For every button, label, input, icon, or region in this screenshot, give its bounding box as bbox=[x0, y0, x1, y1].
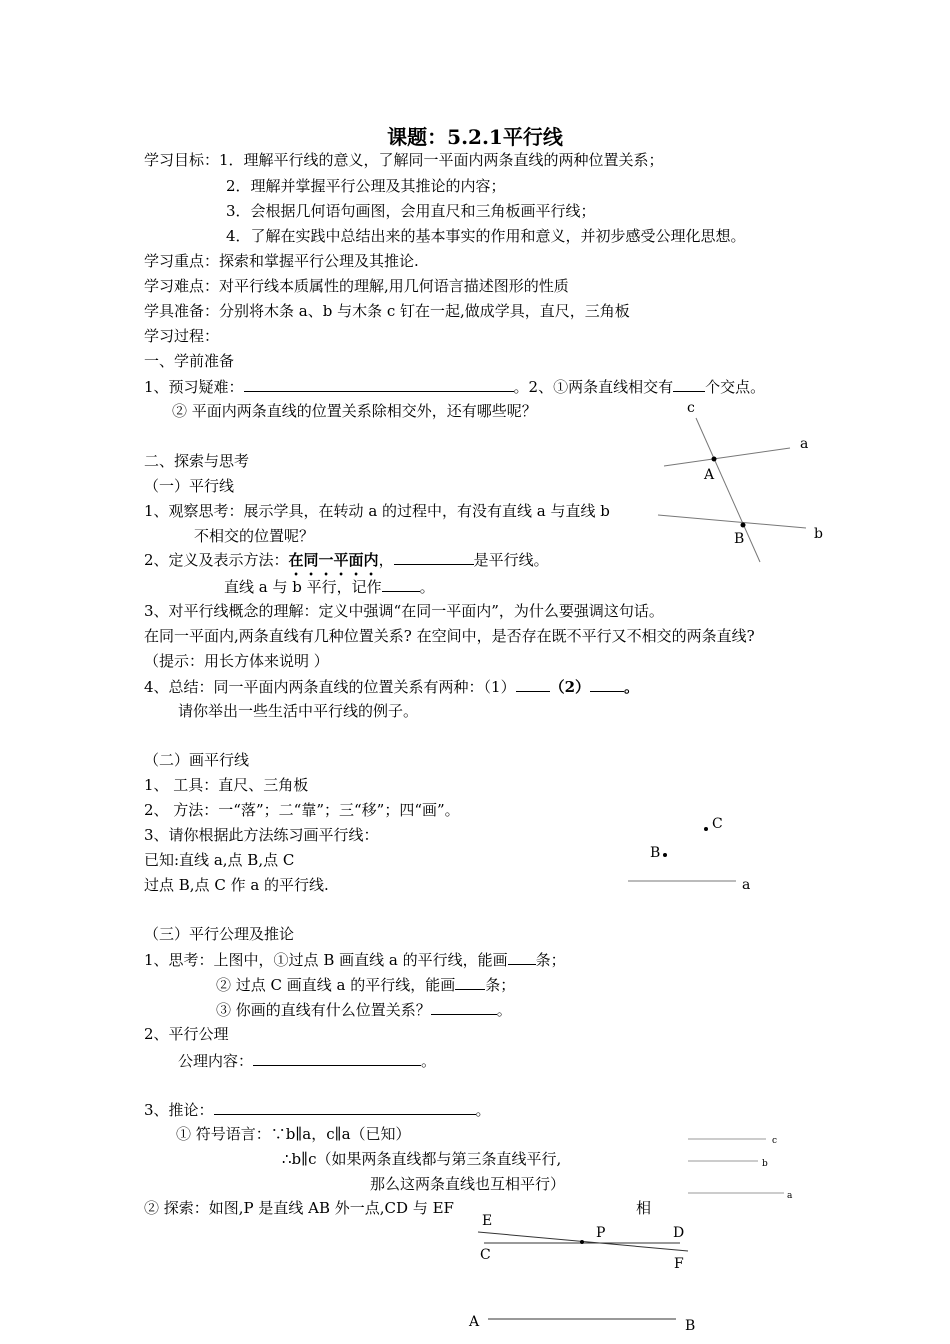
label-B: B bbox=[734, 531, 745, 547]
sec2-heading: 二、探索与思考 bbox=[144, 452, 250, 470]
sec2-q1-line1: 1、观察思考：展示学具，在转动 a 的过程中，有没有直线 a 与直线 b bbox=[144, 502, 610, 520]
process-label: 学习过程： bbox=[144, 327, 220, 345]
line-b bbox=[658, 515, 806, 528]
draw-heading: （二）画平行线 bbox=[144, 751, 250, 769]
figure-intersecting-lines bbox=[658, 418, 809, 562]
draw-l4: 已知:直线 a,点 B,点 C bbox=[144, 851, 295, 869]
label-b: b bbox=[814, 526, 823, 542]
fig4-label-F: F bbox=[674, 1256, 684, 1272]
sec2-q2-line2: 直线 a 与 b 平行，记作 。 bbox=[224, 578, 435, 596]
line-c bbox=[696, 418, 760, 562]
objective-4: 4．了解在实践中总结出来的基本事实的作用和意义，并初步感受公理化思想。 bbox=[226, 227, 746, 245]
label-a: a bbox=[800, 436, 809, 452]
fig3-label-b: b bbox=[762, 1159, 768, 1169]
emphasized-phrase: 在同一平面内 bbox=[288, 551, 379, 569]
sec2-q3-line2: 在同一平面内,两条直线有几种位置关系? 在空间中，是否存在既不平行又不相交的两条直线? bbox=[144, 627, 755, 645]
tools-prep: 学具准备：分别将木条 a、b 与木条 c 钉在一起,做成学具，直尺，三角板 bbox=[144, 302, 630, 320]
draw-l3: 3、请你根据此方法练习画平行线： bbox=[144, 826, 379, 844]
label-c: c bbox=[687, 400, 695, 416]
sec2-sub1: （一）平行线 bbox=[144, 477, 235, 495]
fig4-label-D: D bbox=[673, 1225, 685, 1241]
fig4-label-P: P bbox=[596, 1225, 606, 1241]
objective-2: 2．理解并掌握平行公理及其推论的内容； bbox=[226, 177, 506, 195]
fig4-point-P bbox=[580, 1240, 584, 1244]
sec1-line2: ② 平面内两条直线的位置关系除相交外，还有哪些呢？ bbox=[172, 402, 537, 420]
objective-3: 3．会根据几何语句画图，会用直尺和三角板画平行线； bbox=[226, 202, 596, 220]
sec2-q4-line1: 4、总结：同一平面内两条直线的位置关系有两种：（1） （2） 。 bbox=[144, 678, 640, 696]
fig2-label-a: a bbox=[742, 877, 751, 893]
draw-l2: 2、 方法：一“落”；二“靠”；三“移”；四“画”。 bbox=[144, 801, 460, 819]
corollary: 3、推论： 。 bbox=[144, 1101, 491, 1119]
fig4-label-E: E bbox=[482, 1213, 493, 1229]
label-A: A bbox=[704, 467, 715, 483]
sec1-line1: 1、预习疑难： 。2、①两条直线相交有 个交点。 bbox=[144, 378, 766, 396]
axiom-head: 2、平行公理 bbox=[144, 1025, 229, 1043]
fig3-label-a: a bbox=[787, 1191, 793, 1201]
page-title: 课题：5.2.1平行线 bbox=[387, 125, 563, 149]
sec2-q1-line2: 不相交的位置呢？ bbox=[194, 527, 315, 545]
sec2-q3-hint: （提示：用长方体来说明 ） bbox=[144, 652, 329, 670]
axiom-heading: （三）平行公理及推论 bbox=[144, 925, 295, 943]
fig2-point-B bbox=[663, 853, 667, 857]
key-point: 学习重点：探索和掌握平行公理及其推论. bbox=[144, 252, 419, 270]
objectives-label: 学习目标： bbox=[144, 151, 220, 169]
figure-point-P bbox=[478, 1232, 688, 1319]
sec2-q3: 3、对平行线概念的理解：定义中强调“在同一平面内”，为什么要强调这句话。 bbox=[144, 602, 664, 620]
fig2-label-C: C bbox=[712, 816, 723, 832]
sec2-q4-line2: 请你举出一些生活中平行线的例子。 bbox=[178, 702, 419, 720]
sec2-q2-line1: 2、定义及表示方法：在同一平面内， 是平行线。 bbox=[144, 551, 549, 569]
fig2-point-C bbox=[704, 827, 708, 831]
symbol-line-3: 那么这两条直线也互相平行） bbox=[370, 1175, 566, 1193]
difficulty: 学习难点：对平行线本质属性的理解,用几何语言描述图形的性质 bbox=[144, 277, 569, 295]
figure-parallel-lines bbox=[688, 1139, 784, 1193]
fig4-label-A: A bbox=[469, 1314, 480, 1330]
sec1-heading: 一、学前准备 bbox=[144, 352, 235, 370]
explore-tail: 相 bbox=[636, 1199, 652, 1217]
draw-l5: 过点 B,点 C 作 a 的平行线. bbox=[144, 876, 329, 894]
explore-line: ② 探索：如图,P 是直线 AB 外一点,CD 与 EF bbox=[144, 1199, 454, 1217]
draw-l1: 1、 工具：直尺、三角板 bbox=[144, 776, 309, 794]
fig2-label-B: B bbox=[650, 845, 661, 861]
point-A bbox=[712, 457, 717, 462]
axiom-t2: ② 过点 C 画直线 a 的平行线，能画 条； bbox=[216, 976, 516, 994]
axiom-t1: 1、思考：上图中，①过点 B 画直线 a 的平行线，能画 条； bbox=[144, 951, 566, 969]
fig4-label-C: C bbox=[480, 1247, 491, 1263]
line-a bbox=[664, 448, 790, 466]
objective-1: 1．理解平行线的意义，了解同一平面内两条直线的两种位置关系； bbox=[219, 151, 664, 169]
fig4-label-B: B bbox=[685, 1318, 696, 1334]
symbol-line-2: ∴b∥c（如果两条直线都与第三条直线平行, bbox=[282, 1150, 562, 1168]
axiom-t3: ③ 你画的直线有什么位置关系？ 。 bbox=[216, 1001, 512, 1019]
fig3-label-c: c bbox=[772, 1136, 778, 1146]
symbol-line-1: ① 符号语言：∵b∥a，c∥a（已知） bbox=[176, 1125, 411, 1143]
point-B bbox=[741, 523, 746, 528]
axiom-content: 公理内容： 。 bbox=[178, 1052, 437, 1070]
